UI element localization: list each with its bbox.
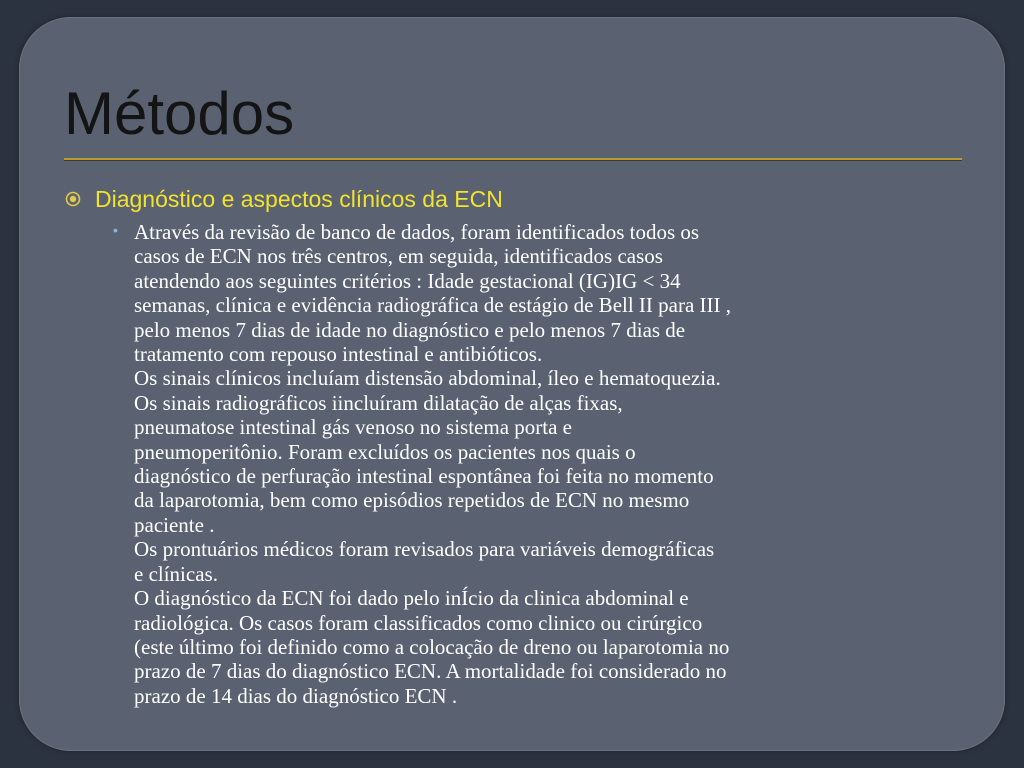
body-line: Os sinais radiográficos iincluíram dilatação de alças fixas, bbox=[134, 390, 623, 415]
body-line: diagnóstico de perfuração intestinal espontânea foi feita no momento bbox=[134, 464, 714, 489]
body-line: paciente . bbox=[134, 512, 215, 537]
body-line: casos de ECN nos três centros, em seguida, identificados casos bbox=[134, 244, 663, 269]
body-line: Os prontuários médicos foram revisados para variáveis demográficas bbox=[134, 537, 715, 562]
body-line: Através da revisão de banco de dados, foram identificados todos os bbox=[134, 220, 700, 244]
body-line: semanas, clínica e evidência radiográfica de estágio de Bell II para III , bbox=[134, 293, 732, 318]
body-line: pneumatose intestinal gás venoso no sistema porta e bbox=[134, 415, 572, 440]
body-line: prazo de 14 dias do diagnóstico ECN . bbox=[134, 683, 458, 708]
body-line: prazo de 7 dias do diagnóstico ECN. A mortalidade foi considerado no bbox=[134, 659, 727, 684]
title-underline bbox=[64, 158, 962, 161]
body-line: Os sinais clínicos incluíam distensão abdominal, íleo e hematoquezia. bbox=[134, 366, 721, 391]
body-line: (este último foi definido como a colocação de dreno ou laparotomia no bbox=[134, 634, 730, 659]
slide-title: Métodos bbox=[64, 80, 295, 147]
dot-bullet-icon: • bbox=[113, 222, 118, 238]
body-line: pelo menos 7 dias de idade no diagnóstico e pelo menos 7 dias de bbox=[134, 317, 686, 342]
body-paragraph bbox=[134, 220, 970, 708]
body-line: tratamento com repouso intestinal e antibióticos. bbox=[134, 342, 543, 367]
body-line: pneumoperitônio. Foram excluídos os pacientes nos quais o bbox=[134, 439, 636, 464]
body-line: O diagnóstico da ECN foi dado pelo inÍcio da clinica abdominal e bbox=[134, 586, 689, 611]
body-line: atendendo aos seguintes critérios : Idade gestacional (IG)IG < 34 bbox=[134, 268, 681, 293]
body-line: da laparotomia, bem como episódios repetidos de ECN no mesmo bbox=[134, 488, 690, 513]
body-line: e clínicas. bbox=[134, 561, 218, 586]
body-line: radiológica. Os casos foram classificados como clinico ou cirúrgico bbox=[134, 610, 703, 635]
section-heading: Diagnóstico e aspectos clínicos da ECN bbox=[95, 186, 503, 212]
target-bullet-icon bbox=[60, 186, 86, 212]
